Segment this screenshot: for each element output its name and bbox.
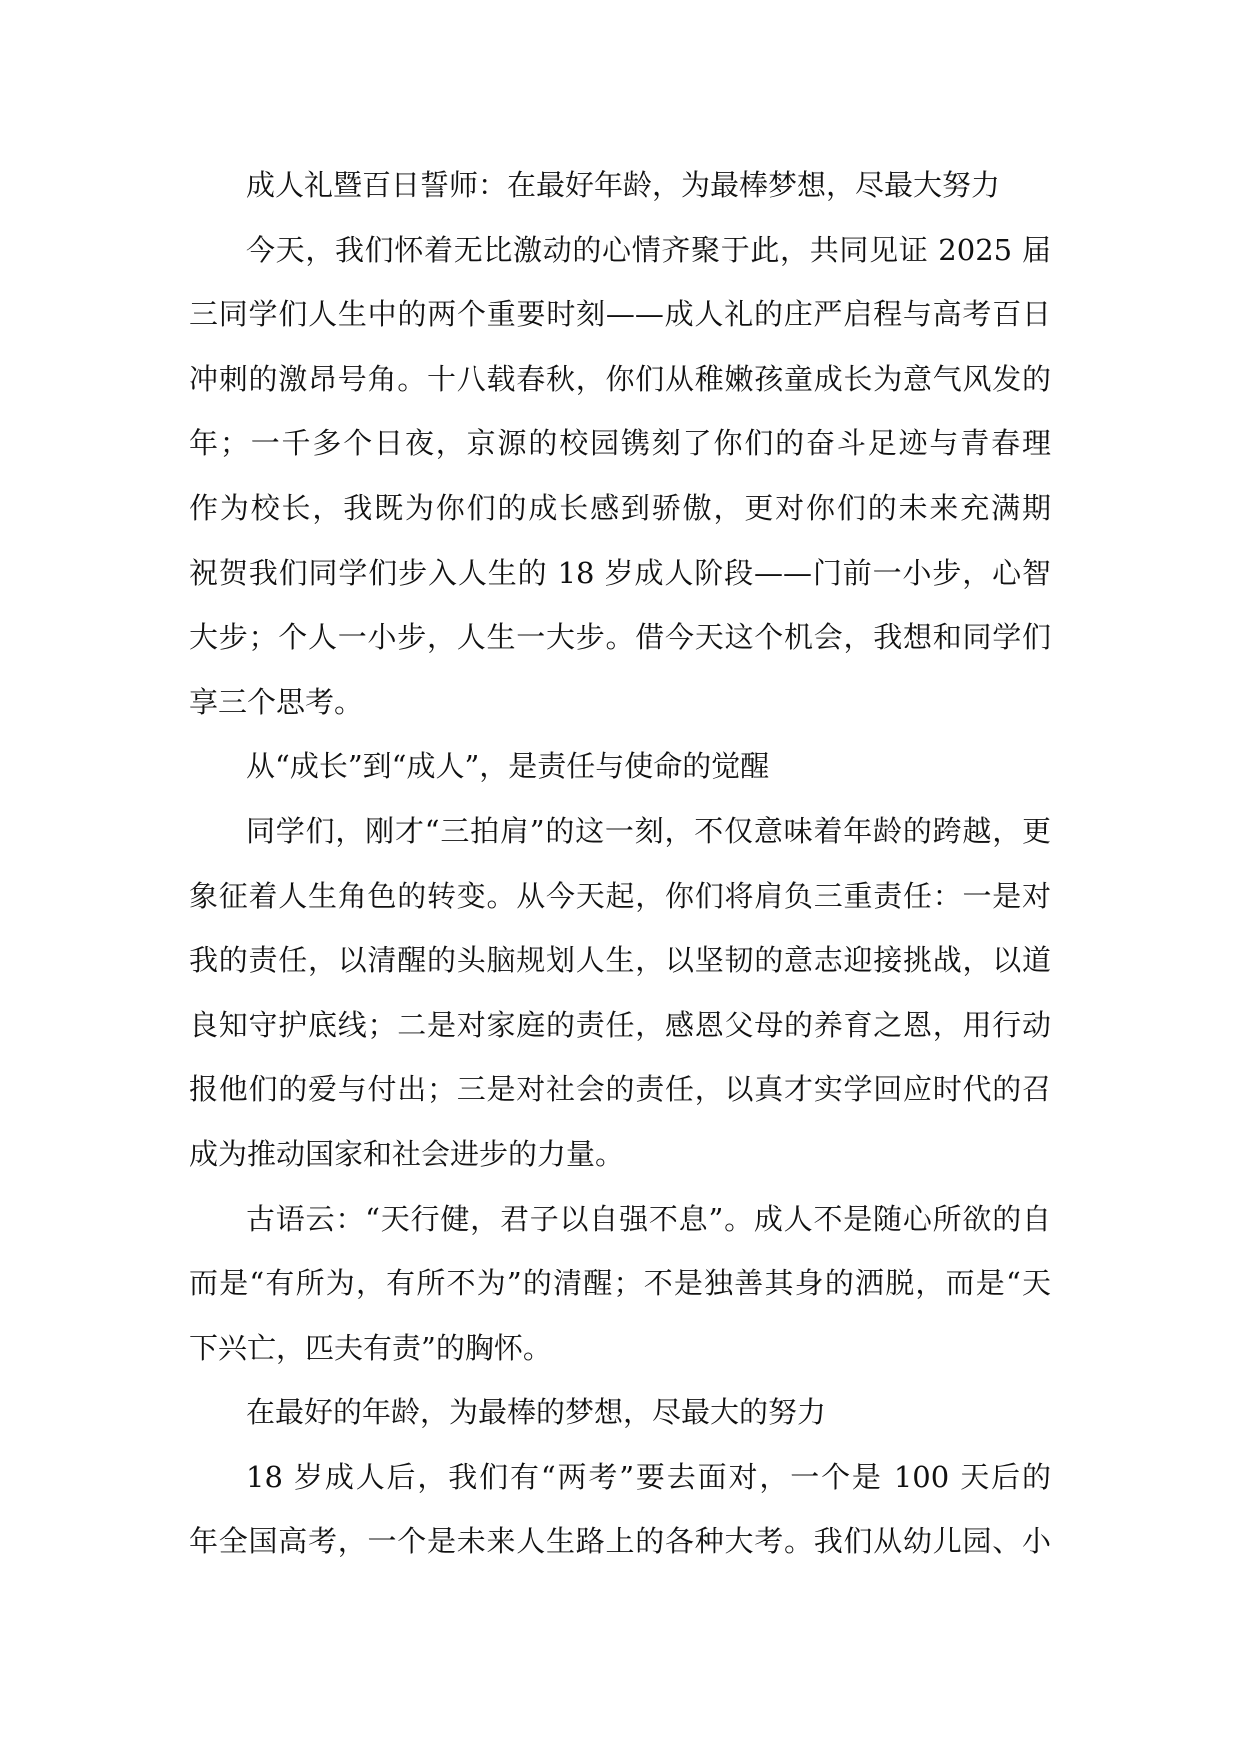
document-title: 成人礼暨百日誓师：在最好年龄，为最棒梦想，尽最大努力 (246, 168, 1001, 202)
text-line: 三同学们人生中的两个重要时刻——成人礼的庄严启程与高考百日 (189, 297, 1051, 332)
text-line: 祝贺我们同学们步入人生的 18 岁成人阶段——门前一小步，心智 (189, 555, 1051, 590)
text-line: 我的责任，以清醒的头脑规划人生，以坚韧的意志迎接挑战，以道 (189, 943, 1051, 978)
text-line: 良知守护底线；二是对家庭的责任，感恩父母的养育之恩，用行动 (189, 1007, 1051, 1042)
text-line: 年；一千多个日夜，京源的校园镌刻了你们的奋斗足迹与青春理 (189, 426, 1051, 461)
body-paragraph (189, 1187, 1051, 1381)
body-paragraph (189, 799, 1051, 1187)
body-paragraph (189, 1445, 1051, 1574)
text-line: 象征着人生角色的转变。从今天起，你们将肩负三重责任：一是对 (189, 878, 1051, 913)
text-line: 年全国高考，一个是未来人生路上的各种大考。我们从幼儿园、小 (189, 1524, 1051, 1559)
intro-paragraph (189, 218, 1051, 735)
text-line: 同学们，刚才“三拍肩”的这一刻，不仅意味着年龄的跨越，更 (246, 813, 1051, 848)
text-line: 下兴亡，匹夫有责”的胸怀。 (189, 1330, 552, 1365)
section-heading: 从“成长”到“成人”，是责任与使命的觉醒 (246, 749, 770, 784)
text-line: 冲刺的激昂号角。十八载春秋，你们从稚嫩孩童成长为意气风发的 (189, 361, 1051, 396)
text-line: 报他们的爱与付出；三是对社会的责任，以真才实学回应时代的召 (189, 1072, 1051, 1107)
text-line: 享三个思考。 (189, 684, 364, 719)
text-line: 18 岁成人后，我们有“两考”要去面对，一个是 100 天后的 (246, 1459, 1051, 1494)
text-line: 今天，我们怀着无比激动的心情齐聚于此，共同见证 2025 届 (246, 232, 1051, 267)
text-line: 成为推动国家和社会进步的力量。 (189, 1136, 625, 1171)
document-page (189, 153, 1051, 1574)
text-line: 而是“有所为，有所不为”的清醒；不是独善其身的洒脱，而是“天 (189, 1266, 1051, 1301)
text-line: 作为校长，我既为你们的成长感到骄傲，更对你们的未来充满期 (189, 490, 1051, 525)
text-line: 古语云：“天行健，君子以自强不息”。成人不是随心所欲的自 (246, 1201, 1051, 1236)
section-heading: 在最好的年龄，为最棒的梦想，尽最大的努力 (246, 1395, 827, 1430)
text-line: 大步；个人一小步，人生一大步。借今天这个机会，我想和同学们 (189, 620, 1051, 655)
